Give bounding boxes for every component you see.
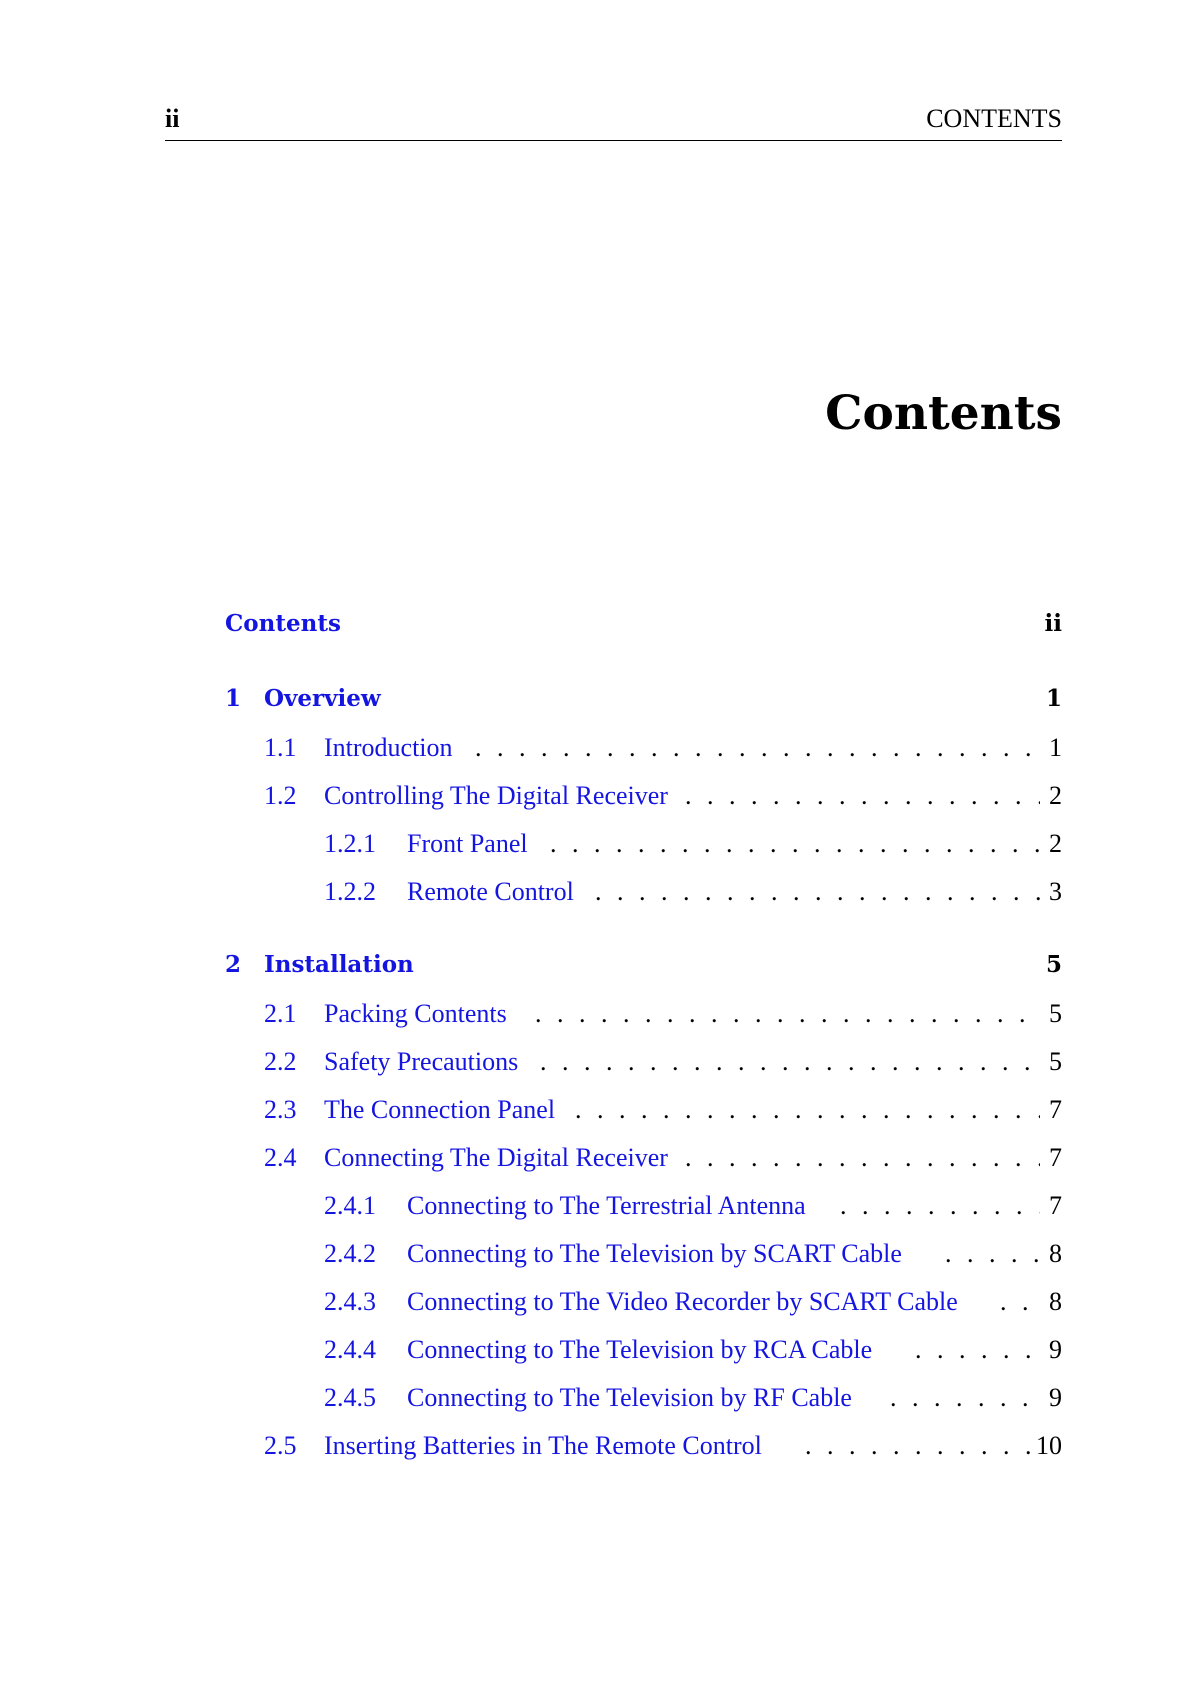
toc-page: 2 [1049, 781, 1062, 810]
toc-section-1-1[interactable] [225, 733, 1062, 769]
toc-subsection-2-4-4[interactable] [225, 1335, 1062, 1371]
toc-title[interactable]: Safety Precautions [324, 1047, 519, 1076]
toc-number[interactable]: 1.2.2 [324, 877, 376, 906]
toc-subsection-1-2-2[interactable] [225, 877, 1062, 913]
running-header [165, 104, 1062, 141]
dot-leader [535, 999, 1040, 1035]
toc-number[interactable]: 2.2 [264, 1047, 297, 1076]
toc-subsection-2-4-5[interactable] [225, 1383, 1062, 1419]
dot-leader [685, 781, 1040, 817]
toc-title[interactable]: Connecting to The Television by SCART Cable [407, 1239, 902, 1268]
toc-section-1-2[interactable] [225, 781, 1062, 817]
toc-page: 5 [1045, 951, 1062, 978]
toc-number[interactable]: 2.4.2 [324, 1239, 376, 1268]
toc-number[interactable]: 2.4.3 [324, 1287, 376, 1316]
dot-leader [915, 1335, 1040, 1371]
toc-number[interactable]: 2 [225, 951, 242, 978]
toc-number[interactable]: 1 [225, 685, 242, 712]
toc-number[interactable]: 2.5 [264, 1431, 297, 1460]
toc-title[interactable]: Remote Control [407, 877, 574, 906]
toc-page: 3 [1049, 877, 1062, 906]
toc-page: 9 [1049, 1335, 1062, 1364]
toc-number[interactable]: 2.3 [264, 1095, 297, 1124]
toc-title[interactable]: Packing Contents [324, 999, 507, 1028]
dot-leader [805, 1431, 1040, 1467]
toc-page: 1 [1049, 733, 1062, 762]
header-running-title: CONTENTS [926, 104, 1062, 133]
toc-number[interactable]: 2.4.5 [324, 1383, 376, 1412]
toc-title[interactable]: Inserting Batteries in The Remote Control [324, 1431, 762, 1460]
toc-number[interactable]: 1.2.1 [324, 829, 376, 858]
toc-title[interactable]: Contents [225, 610, 341, 637]
toc-section-2-1[interactable] [225, 999, 1062, 1035]
toc-subsection-2-4-1[interactable] [225, 1191, 1062, 1227]
toc-number[interactable]: 2.4.4 [324, 1335, 376, 1364]
dot-leader [945, 1239, 1040, 1275]
dot-leader [1000, 1287, 1040, 1323]
toc-section-2-3[interactable] [225, 1095, 1062, 1131]
toc-title[interactable]: Overview [264, 685, 381, 712]
toc-title[interactable]: Connecting to The Television by RF Cable [407, 1383, 852, 1412]
dot-leader [685, 1143, 1040, 1179]
toc-entry-contents[interactable] [225, 610, 1062, 646]
page-title: Contents [825, 386, 1062, 441]
toc-page: 7 [1049, 1191, 1062, 1220]
toc-subsection-1-2-1[interactable] [225, 829, 1062, 865]
toc-number[interactable]: 1.1 [264, 733, 297, 762]
toc-title[interactable]: Connecting to The Video Recorder by SCART Cable [407, 1287, 958, 1316]
dot-leader [475, 733, 1040, 769]
toc-section-2-4[interactable] [225, 1143, 1062, 1179]
toc-page: 5 [1049, 999, 1062, 1028]
toc-page: 9 [1049, 1383, 1062, 1412]
toc-chapter-2[interactable] [225, 951, 1062, 987]
toc-page: 2 [1049, 829, 1062, 858]
toc-title[interactable]: Front Panel [407, 829, 528, 858]
toc-subsection-2-4-3[interactable] [225, 1287, 1062, 1323]
dot-leader [595, 877, 1040, 913]
toc-page: ii [1044, 610, 1062, 637]
dot-leader [550, 829, 1040, 865]
toc-number[interactable]: 2.4.1 [324, 1191, 376, 1220]
toc-page: 1 [1045, 685, 1062, 712]
dot-leader [540, 1047, 1040, 1083]
toc-title[interactable]: The Connection Panel [324, 1095, 556, 1124]
toc-page: 5 [1049, 1047, 1062, 1076]
toc-section-2-5[interactable] [225, 1431, 1062, 1467]
toc-title[interactable]: Installation [264, 951, 414, 978]
toc-number[interactable]: 2.4 [264, 1143, 297, 1172]
toc-page: 10 [1036, 1431, 1062, 1460]
dot-leader [575, 1095, 1040, 1131]
dot-leader [840, 1191, 1040, 1227]
toc-page: 7 [1049, 1143, 1062, 1172]
toc-number[interactable]: 1.2 [264, 781, 297, 810]
toc-subsection-2-4-2[interactable] [225, 1239, 1062, 1275]
toc-title[interactable]: Connecting to The Television by RCA Cable [407, 1335, 873, 1364]
toc-title[interactable]: Controlling The Digital Receiver [324, 781, 668, 810]
dot-leader [890, 1383, 1040, 1419]
toc-page: 8 [1049, 1287, 1062, 1316]
toc-title[interactable]: Introduction [324, 733, 453, 762]
toc-number[interactable]: 2.1 [264, 999, 297, 1028]
header-page-label: ii [165, 104, 180, 133]
toc-page: 7 [1049, 1095, 1062, 1124]
toc-section-2-2[interactable] [225, 1047, 1062, 1083]
toc-page: 8 [1049, 1239, 1062, 1268]
toc-title[interactable]: Connecting The Digital Receiver [324, 1143, 668, 1172]
toc-title[interactable]: Connecting to The Terrestrial Antenna [407, 1191, 806, 1220]
toc-chapter-1[interactable] [225, 685, 1062, 721]
